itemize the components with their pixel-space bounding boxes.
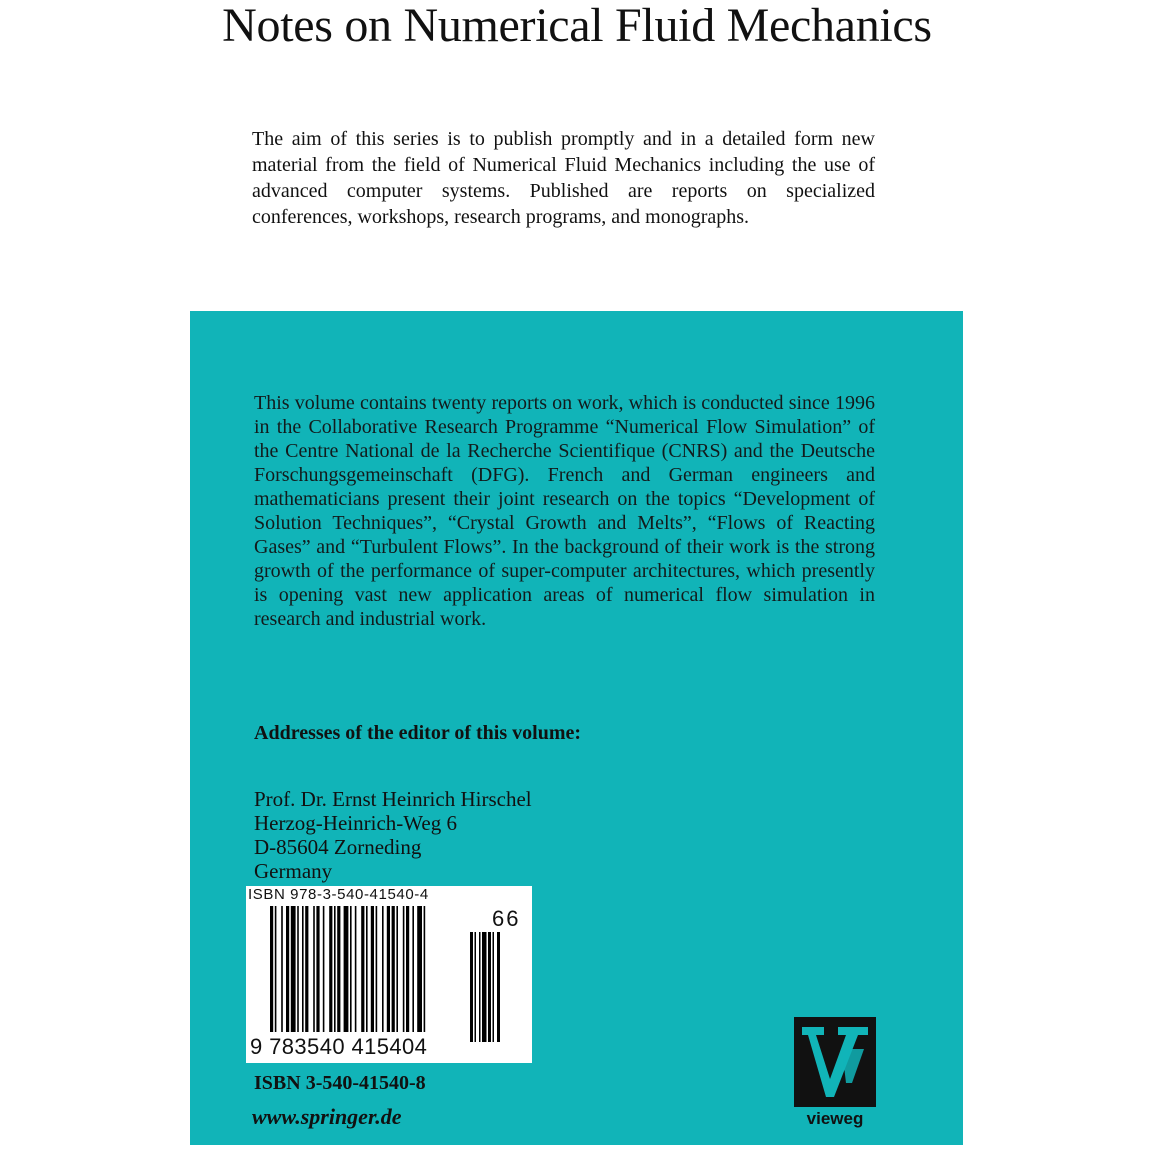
barcode-addon-code: 66 [492,906,521,931]
barcode [246,886,532,1063]
editor-country: Germany [254,859,333,883]
website-link[interactable]: www.springer.de [252,1104,402,1129]
cover-panel [190,311,963,1145]
series-description: The aim of this series is to publish promptly and in a detailed form new material from the field of Numerical Fluid Mechanics including the use of advanced computer systems. Published are reports on specialized conferences, workshops, research programs, and monographs. [252,128,875,228]
volume-description: This volume contains twenty reports on work, which is conducted since 1996 in the Collaborative Research Programme “Numerical Flow Simulation” of the Centre National de la Recherche Scientifique (CNRS) and the Deutsche Forschungsgemeinschaft (DFG). French and German engineers and mathematicians present their joint research on the topics “Development of Solution Techniques”, “Crystal Growth and Melts”, “Flows of Reacting Gases” and “Turbulent Flows”. In the background of their work is the strong growth of the performance of super-computer architectures, which presently is opening vast new application areas of numerical flow simulation in research and industrial work. [254,392,875,630]
isbn: ISBN 3-540-41540-8 [254,1072,426,1094]
editor-address-heading: Addresses of the editor of this volume: [254,722,582,744]
editor-address [254,787,532,883]
vieweg-logo-icon [794,1017,876,1109]
vieweg-wordmark: vieweg [806,1109,864,1128]
barcode-digits: 9 783540 415404 [250,1034,428,1059]
barcode-isbn-label: ISBN 978-3-540-41540-4 [248,886,429,903]
series-title: Notes on Numerical Fluid Mechanics [222,0,932,52]
editor-name: Prof. Dr. Ernst Heinrich Hirschel [254,787,532,811]
editor-city: D-85604 Zorneding [254,835,422,859]
editor-street: Herzog-Heinrich-Weg 6 [254,811,457,835]
vieweg-logo [794,1017,876,1133]
